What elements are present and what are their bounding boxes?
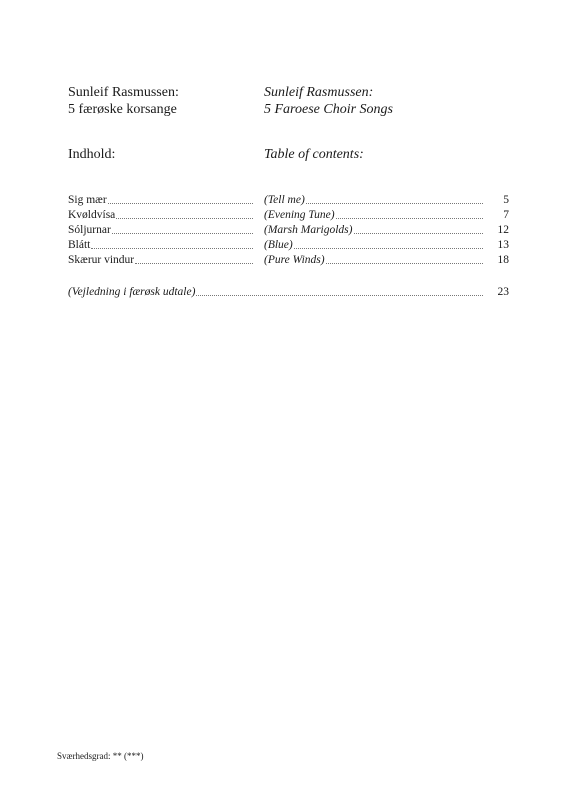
- toc-page-number: 18: [497, 254, 509, 266]
- toc-title-english: (Blue): [264, 239, 293, 251]
- toc-page-number: 23: [497, 286, 509, 298]
- toc-title-danish: Sóljurnar: [68, 224, 111, 236]
- toc-page-number: 7: [503, 209, 509, 221]
- toc-pronunciation-entry[interactable]: [68, 285, 509, 300]
- toc-title-english: (Pure Winds): [264, 254, 325, 266]
- difficulty-note: Sværhedsgrad: ** (***): [57, 751, 144, 761]
- toc-entry[interactable]: [68, 223, 509, 238]
- table-of-contents: [68, 193, 509, 268]
- dot-leader: [91, 247, 253, 249]
- header-english: [264, 84, 514, 118]
- composer-english: Sunleif Rasmussen:: [264, 85, 374, 100]
- contents-heading-danish: Indhold:: [68, 147, 116, 162]
- dot-leader: [294, 247, 483, 249]
- toc-entry[interactable]: [68, 193, 509, 208]
- toc-page-number: 5: [503, 194, 509, 206]
- contents-heading-english: Table of contents:: [264, 147, 364, 162]
- dot-leader: [196, 294, 483, 296]
- work-title-danish: 5 færøske korsange: [68, 102, 177, 117]
- toc-title-english: (Evening Tune): [264, 209, 335, 221]
- composer-danish: Sunleif Rasmussen:: [68, 85, 179, 100]
- dot-leader: [306, 202, 483, 204]
- header-danish: [68, 84, 258, 118]
- toc-title-danish: Blátt: [68, 239, 91, 251]
- dot-leader: [326, 262, 483, 264]
- dot-leader: [336, 217, 483, 219]
- toc-title-danish: Skærur vindur: [68, 254, 135, 266]
- dot-leader: [116, 217, 253, 219]
- toc-title-danish: Kvøldvísa: [68, 209, 116, 221]
- dot-leader: [354, 232, 484, 234]
- toc-entry[interactable]: [68, 238, 509, 253]
- dot-leader: [108, 202, 253, 204]
- work-title-english: 5 Faroese Choir Songs: [264, 102, 393, 117]
- toc-title-danish: Sig mær: [68, 194, 107, 206]
- toc-entry[interactable]: [68, 253, 509, 268]
- dot-leader: [112, 232, 253, 234]
- toc-title-english: (Marsh Marigolds): [264, 224, 353, 236]
- dot-leader: [135, 262, 253, 264]
- toc-title-english: (Tell me): [264, 194, 305, 206]
- toc-page-number: 13: [497, 239, 509, 251]
- pronunciation-guide-title: (Vejledning i færøsk udtale): [68, 286, 196, 298]
- toc-entry[interactable]: [68, 208, 509, 223]
- toc-page-number: 12: [497, 224, 509, 236]
